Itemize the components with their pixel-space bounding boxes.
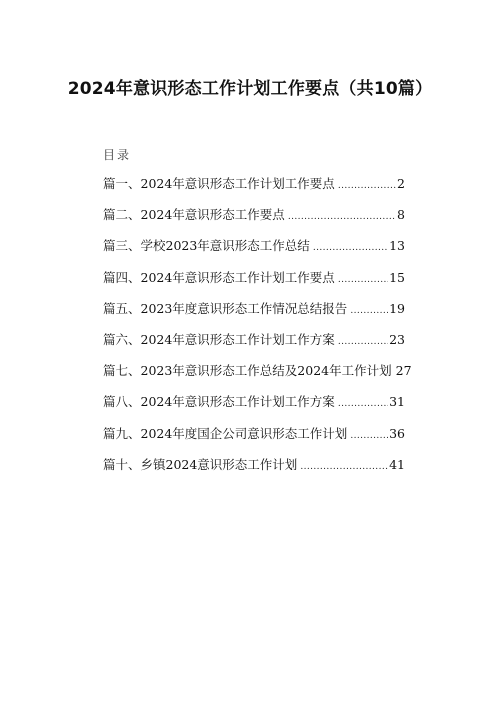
toc-entry[interactable]	[103, 330, 405, 361]
toc-entry-label: 篇二、2024年意识形态工作要点	[103, 207, 285, 223]
toc-entry-page: 2	[397, 176, 405, 191]
toc-entry[interactable]	[103, 174, 405, 205]
toc-entry[interactable]	[103, 268, 405, 299]
toc-entry-page: 15	[389, 269, 405, 285]
toc-entry-label: 篇三、学校2023年意识形态工作总结	[103, 238, 310, 254]
toc-entry-label: 篇四、2024年意识形态工作计划工作要点	[103, 269, 335, 285]
toc-entry-page: 36	[389, 425, 405, 441]
toc-dot-leader	[338, 337, 388, 347]
toc-entry-page: 41	[389, 456, 405, 472]
toc-entry-label: 篇八、2024年意识形态工作计划工作方案	[103, 394, 335, 410]
toc-entry[interactable]	[103, 236, 405, 267]
toc-entry-label: 篇五、2023年度意识形态工作情况总结报告	[103, 300, 348, 316]
toc-dot-leader	[313, 243, 388, 253]
toc-dot-leader	[300, 462, 388, 472]
toc-dot-leader	[288, 212, 396, 222]
toc-heading: 目录	[103, 148, 132, 162]
toc-entry[interactable]	[103, 361, 412, 392]
toc-entry[interactable]	[103, 392, 405, 423]
toc-entry-page: 19	[389, 300, 405, 316]
table-of-contents	[103, 174, 412, 486]
toc-entry-label: 篇一、2024年意识形态工作计划工作要点	[103, 176, 335, 191]
toc-entry[interactable]	[103, 299, 405, 330]
toc-dot-leader	[338, 275, 388, 285]
toc-entry[interactable]	[103, 455, 405, 486]
toc-entry-label: 篇七、2023年意识形态工作总结及2024年工作计划	[103, 363, 392, 379]
toc-entry-label: 篇九、2024年度国企公司意识形态工作计划	[103, 425, 348, 441]
toc-entry-label: 篇六、2024年意识形态工作计划工作方案	[103, 331, 335, 347]
toc-entry-page: 13	[389, 238, 405, 254]
toc-dot-leader	[338, 399, 388, 409]
toc-entry-page: 23	[389, 331, 405, 347]
document-title: 2024年意识形态工作计划工作要点（共10篇）	[67, 79, 433, 99]
toc-entry-page: 27	[395, 363, 412, 379]
toc-dot-leader	[338, 181, 396, 191]
toc-entry-page: 8	[397, 207, 405, 223]
toc-entry[interactable]	[103, 424, 405, 455]
toc-dot-leader	[350, 306, 388, 316]
toc-dot-leader	[350, 431, 388, 441]
toc-entry-label: 篇十、乡镇2024意识形态工作计划	[103, 456, 298, 472]
toc-entry-page: 31	[389, 394, 405, 410]
toc-entry[interactable]	[103, 205, 405, 236]
